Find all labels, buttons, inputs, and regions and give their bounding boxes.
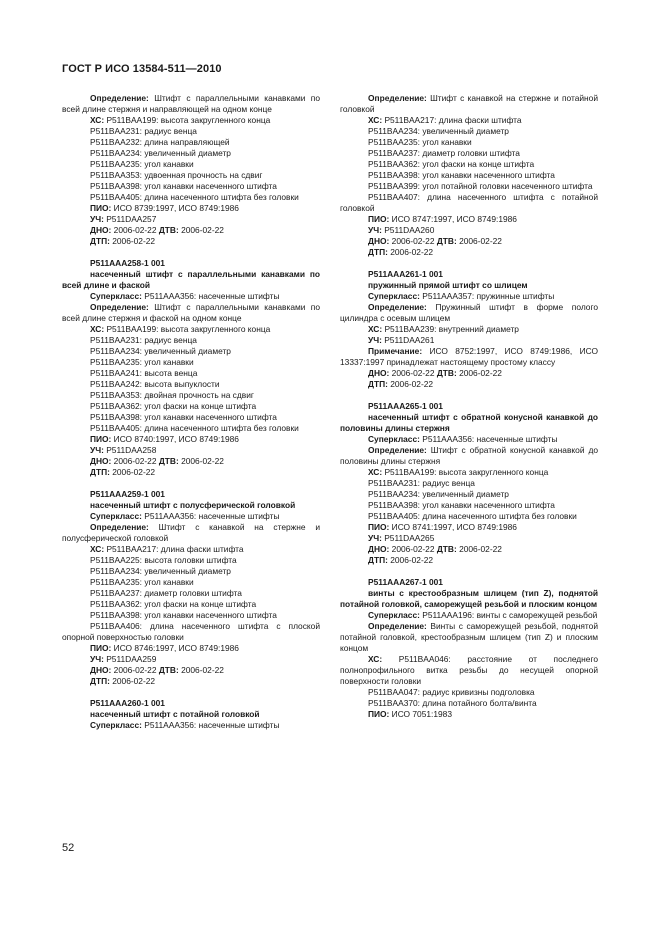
entry-title: насеченный штифт с обратной конусной канавкой до половины длины стержня <box>340 412 598 433</box>
entry-code: P511AAA260-1 001 <box>90 698 165 708</box>
definition: Определение: Штифт с канавкой на стержне и потайной головкой <box>340 93 599 114</box>
entry-260 <box>62 698 320 731</box>
list-item: P511BAA398: угол канавки насеченного штифта <box>368 500 555 510</box>
list-item: P511BAA225: высота головки штифта <box>90 555 237 565</box>
uch: УЧ: P511DAA261 <box>368 335 435 345</box>
list-item: P511BAA231: радиус венца <box>90 335 197 345</box>
entry-code: P511AAA267-1 001 <box>368 577 443 587</box>
entry-261 <box>340 269 598 390</box>
list-item: P511BAA407: длина насеченного штифта с потайной головкой <box>340 192 598 213</box>
list-item: P511BAA242: высота выпуклости <box>90 379 220 389</box>
entry-code: P511AAA258-1 001 <box>90 258 165 268</box>
superclass: Суперкласс: P511AAA356: насеченные штифты <box>90 720 280 730</box>
uch: УЧ: P511DAA257 <box>90 214 157 224</box>
entry-title: пружинный прямой штифт со шлицем <box>368 280 528 290</box>
list-item: P511BAA370: длина потайного болта/винта <box>368 698 537 708</box>
superclass: Суперкласс: P511AAA356: насеченные штифты <box>90 291 280 301</box>
pio: ПИО: ИСО 8741:1997, ИСО 8749:1986 <box>368 522 517 532</box>
entry-title: винты с крестообразным шлицем (тип Z), поднятой потайной головкой, саморежущей резьбой и плоским концом <box>340 588 598 609</box>
characteristics: ХС: P511BAA199: высота закругленного конца <box>90 115 271 125</box>
list-item: P511BAA234: увеличенный диаметр <box>90 566 231 576</box>
list-item: P511BAA231: радиус венца <box>90 126 197 136</box>
characteristics: ХС: P511BAA217: длина фаски штифта <box>368 115 522 125</box>
list-item: P511BAA234: увеличенный диаметр <box>90 148 231 158</box>
list-item: P511BAA234: увеличенный диаметр <box>368 489 509 499</box>
entry-title: насеченный штифт с полусферической головкой <box>90 500 296 510</box>
entry-267 <box>340 577 598 720</box>
list-item: P511BAA241: высота венца <box>90 368 198 378</box>
list-item: P511BAA047: радиус кривизны подголовка <box>368 687 535 697</box>
dtp: ДТП: 2006-02-22 <box>90 467 156 477</box>
dtp: ДТП: 2006-02-22 <box>90 676 156 686</box>
superclass: Суперкласс: P511AAA356: насеченные штифты <box>90 511 280 521</box>
dtp: ДТП: 2006-02-22 <box>90 236 156 246</box>
uch: УЧ: P511DAA260 <box>368 225 435 235</box>
list-item: P511BAA235: угол канавки <box>90 357 194 367</box>
characteristics: ХС: P511BAA239: внутренний диаметр <box>368 324 519 334</box>
uch: УЧ: P511DAA259 <box>90 654 157 664</box>
definition: Определение: Штифт с обратной конусной канавкой до половины длины стержня <box>340 445 598 466</box>
characteristics: ХС: P511BAA199: высота закругленного конца <box>90 324 271 334</box>
definition: Определение: Пружинный штифт в форме полого цилиндра с осевым шлицем <box>340 302 598 323</box>
list-item: P511BAA235: угол канавки <box>90 159 194 169</box>
pio: ПИО: ИСО 8746:1997, ИСО 8749:1986 <box>90 643 239 653</box>
uch: УЧ: P511DAA265 <box>368 533 435 543</box>
list-item: P511BAA405: длина насеченного штифта без головки <box>368 511 577 521</box>
characteristics: ХС: P511BAA046: расстояние от последнего полнопрофильного витка резьбы до несущей опорной поверхности головки <box>340 654 598 686</box>
note: Примечание: ИСО 8752:1997, ИСО 8749:1986, ИСО 13337:1997 принадлежат настоящему простому классу <box>340 346 598 367</box>
entry-title: насеченный штифт с потайной головкой <box>90 709 260 719</box>
list-item: P511BAA398: угол канавки насеченного штифта <box>90 412 277 422</box>
dates: ДНО: 2006-02-22 ДТВ: 2006-02-22 <box>368 544 502 554</box>
pio: ПИО: ИСО 8740:1997, ИСО 8749:1986 <box>90 434 239 444</box>
list-item: P511BAA234: увеличенный диаметр <box>90 346 231 356</box>
dates: ДНО: 2006-02-22 ДТВ: 2006-02-22 <box>90 665 224 675</box>
list-item: P511BAA362: угол фаски на конце штифта <box>90 401 257 411</box>
characteristics: ХС: P511BAA199: высота закругленного конца <box>368 467 549 477</box>
pio: ПИО: ИСО 7051:1983 <box>368 709 452 719</box>
entry-continued <box>62 93 320 247</box>
list-item: P511BAA398: угол канавки насеченного штифта <box>90 610 277 620</box>
list-item: P511BAA398: угол канавки насеченного штифта <box>90 181 277 191</box>
entry-259 <box>62 489 320 687</box>
superclass: Суперкласс: P511AAA196: винты с саморежущей резьбой <box>368 610 598 620</box>
right-column <box>340 93 598 720</box>
list-item: P511BAA235: угол канавки <box>90 577 194 587</box>
dates: ДНО: 2006-02-22 ДТВ: 2006-02-22 <box>368 236 502 246</box>
entry-code: P511AAA265-1 001 <box>368 401 443 411</box>
list-item: P511BAA405: длина насеченного штифта без головки <box>90 192 299 202</box>
dtp: ДТП: 2006-02-22 <box>368 379 434 389</box>
list-item: P511BAA237: диаметр головки штифта <box>90 588 242 598</box>
left-column <box>62 93 320 731</box>
uch: УЧ: P511DAA258 <box>90 445 157 455</box>
dates: ДНО: 2006-02-22 ДТВ: 2006-02-22 <box>90 225 224 235</box>
list-item: P511BAA406: длина насеченного штифта с плоской опорной поверхностью головки <box>62 621 320 642</box>
list-item: P511BAA234: увеличенный диаметр <box>368 126 509 136</box>
list-item: P511BAA235: угол канавки <box>368 137 472 147</box>
dates: ДНО: 2006-02-22 ДТВ: 2006-02-22 <box>90 456 224 466</box>
entry-260-continued <box>340 93 598 258</box>
pio: ПИО: ИСО 8747:1997, ИСО 8749:1986 <box>368 214 517 224</box>
entry-code: P511AAA261-1 001 <box>368 269 443 279</box>
list-item: P511BAA362: угол фаски на конце штифта <box>90 599 257 609</box>
list-item: P511BAA399: угол потайной головки насеченного штифта <box>368 181 593 191</box>
entry-265 <box>340 401 598 566</box>
dtp: ДТП: 2006-02-22 <box>368 247 434 257</box>
page-header: ГОСТ Р ИСО 13584-511—2010 <box>62 63 222 75</box>
definition: Определение: Штифт с параллельными канавками по всей длине стержня и направляющей на одном конце <box>62 93 320 114</box>
list-item: P511BAA231: радиус венца <box>368 478 475 488</box>
definition: Определение: Штифт с параллельными канавками по всей длине стержня и фаской на одном конце <box>62 302 320 323</box>
entry-title: насеченный штифт с параллельными канавками по всей длине и фаской <box>62 269 320 290</box>
list-item: P511BAA353: удвоенная прочность на сдвиг <box>90 170 263 180</box>
dtp: ДТП: 2006-02-22 <box>368 555 434 565</box>
list-item: P511BAA232: длина направляющей <box>90 137 230 147</box>
definition: Определение: Винты с саморежущей резьбой, поднятой потайной головкой, крестообразным шлицем (тип Z) и плоским концом <box>340 621 598 653</box>
entry-code: P511AAA259-1 001 <box>90 489 165 499</box>
list-item: P511BAA398: угол канавки насеченного штифта <box>368 170 555 180</box>
list-item: P511BAA237: диаметр головки штифта <box>368 148 520 158</box>
dates: ДНО: 2006-02-22 ДТВ: 2006-02-22 <box>368 368 502 378</box>
pio: ПИО: ИСО 8739:1997, ИСО 8749:1986 <box>90 203 239 213</box>
page-number: 52 <box>62 842 75 854</box>
superclass: Суперкласс: P511AAA356: насеченные штифты <box>368 434 558 444</box>
superclass: Суперкласс: P511AAA357: пружинные штифты <box>368 291 555 301</box>
definition: Определение: Штифт с канавкой на стержне и полусферической головкой <box>62 522 321 543</box>
list-item: P511BAA405: длина насеченного штифта без головки <box>90 423 299 433</box>
characteristics: ХС: P511BAA217: длина фаски штифта <box>90 544 244 554</box>
list-item: P511BAA362: угол фаски на конце штифта <box>368 159 535 169</box>
list-item: P511BAA353: двойная прочность на сдвиг <box>90 390 254 400</box>
entry-258 <box>62 258 320 478</box>
